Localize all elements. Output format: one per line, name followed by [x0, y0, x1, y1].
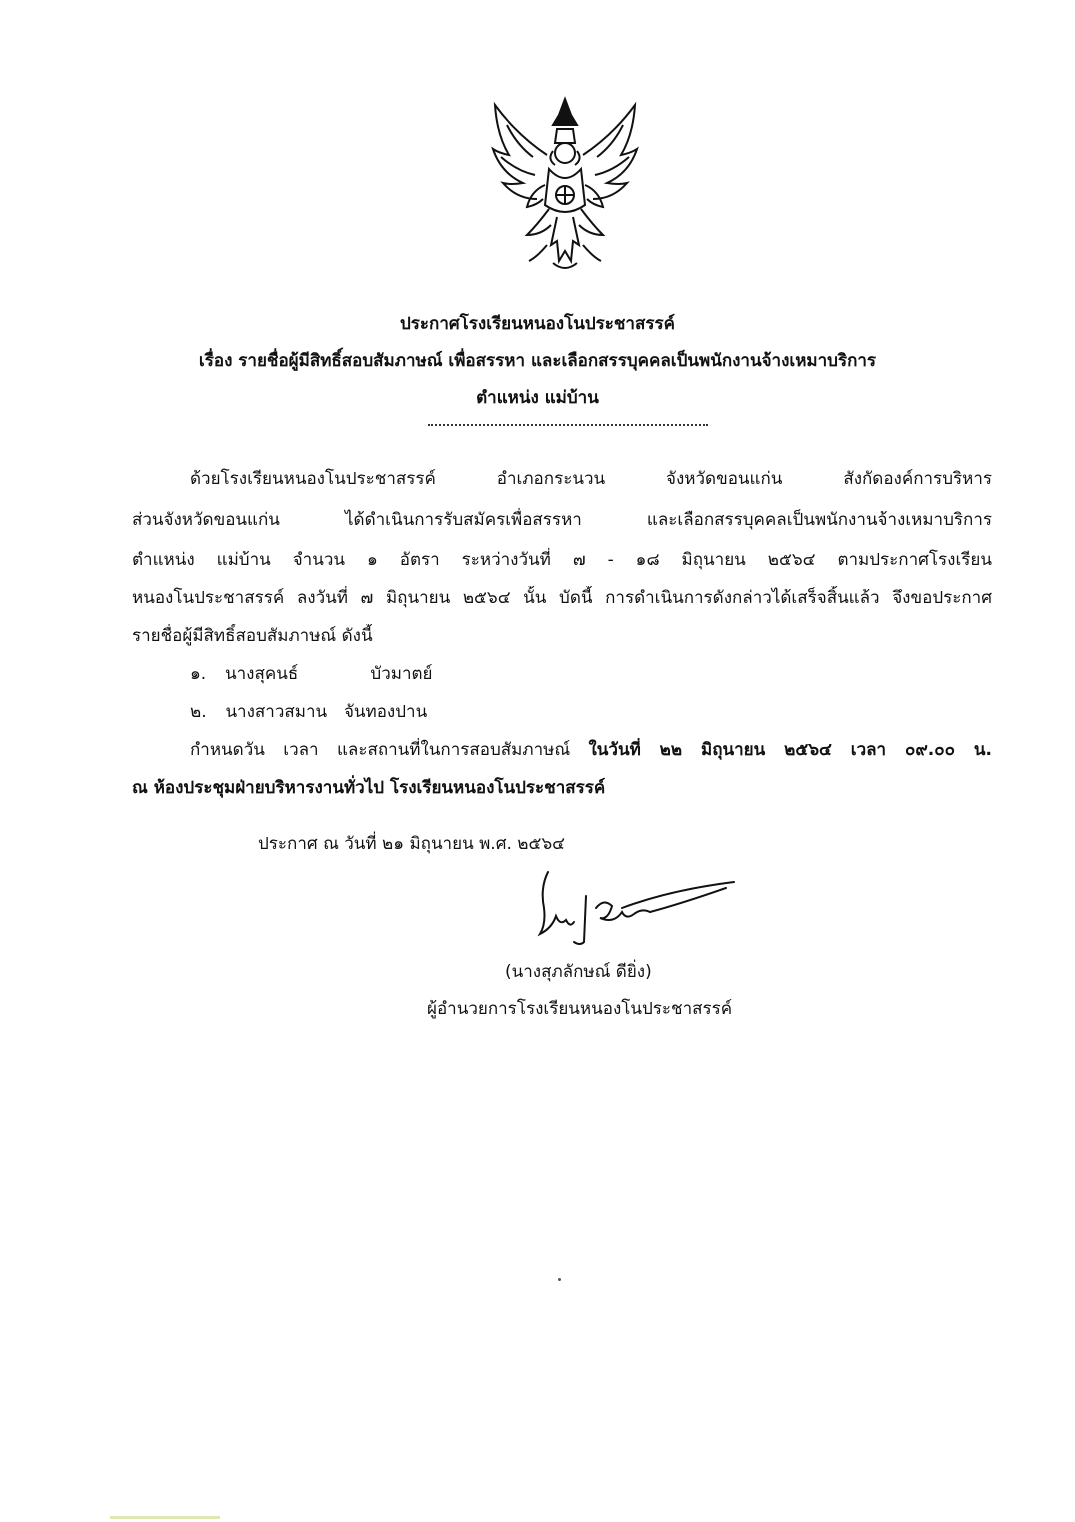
paragraph-line-1: ด้วยโรงเรียนหนองโนประชาสรรค์ อำเภอกระนวน จังหวัดขอนแก่น สังกัดองค์การบริหาร	[190, 469, 992, 489]
candidate-name: นางสุคนธ์	[225, 664, 299, 684]
handwritten-signature-icon	[530, 868, 740, 948]
announcement-position: ตำแหน่ง แม่บ้าน	[476, 388, 599, 408]
header-separator	[428, 424, 708, 426]
paragraph-line-2: ส่วนจังหวัดขอนแก่น ได้ดำเนินการรับสมัครเพื่อสรรหา และเลือกสรรบุคคลเป็นพนักงานจ้างเหมาบริการ	[132, 510, 992, 530]
list-item	[190, 662, 433, 686]
scan-edge-mark	[110, 1516, 220, 1519]
candidate-surname: จันทองปาน	[343, 702, 428, 722]
candidate-number: ๒.	[190, 702, 207, 722]
schedule-line	[190, 738, 992, 762]
schedule-datetime: ในวันที่ ๒๒ มิถุนายน ๒๕๖๔ เวลา ๐๙.๐๐ น.	[588, 740, 992, 760]
signer-title: ผู้อำนวยการโรงเรียนหนองโนประชาสรรค์	[427, 999, 733, 1019]
announcement-subject: เรื่อง รายชื่อผู้มีสิทธิ์สอบสัมภาษณ์ เพื่อสรรหา และเลือกสรรบุคคลเป็นพนักงานจ้างเหมาบริการ	[198, 351, 877, 371]
paragraph-line-3: ตำแหน่ง แม่บ้าน จำนวน ๑ อัตรา ระหว่างวันที่ ๗ - ๑๘ มิถุนายน ๒๕๖๔ ตามประกาศโรงเรียน	[132, 550, 992, 570]
garuda-emblem-icon	[487, 95, 643, 275]
scan-speck	[558, 1278, 561, 1281]
announce-date: ประกาศ ณ วันที่ ๒๑ มิถุนายน พ.ศ. ๒๕๖๔	[258, 834, 566, 854]
candidate-surname: บัวมาตย์	[370, 664, 433, 684]
announcement-title: ประกาศโรงเรียนหนองโนประชาสรรค์	[399, 314, 675, 334]
schedule-location: ณ ห้องประชุมฝ่ายบริหารงานทั่วไป โรงเรียนหนองโนประชาสรรค์	[132, 778, 606, 798]
candidate-name: นางสาวสมาน	[225, 702, 328, 722]
list-item	[190, 700, 427, 724]
paragraph-line-4: หนองโนประชาสรรค์ ลงวันที่ ๗ มิถุนายน ๒๕๖๔ นั้น บัดนี้ การดำเนินการดังกล่าวได้เสร็จสิ้นแล้ว จึงขอประกาศ	[132, 588, 992, 608]
signer-name: (นางสุภลักษณ์ ดียิ่ง)	[505, 962, 652, 982]
candidate-number: ๑.	[190, 664, 207, 684]
schedule-intro: กำหนดวัน เวลา และสถานที่ในการสอบสัมภาษณ์	[190, 740, 571, 760]
paragraph-line-5: รายชื่อผู้มีสิทธิ์สอบสัมภาษณ์ ดังนี้	[132, 626, 373, 646]
